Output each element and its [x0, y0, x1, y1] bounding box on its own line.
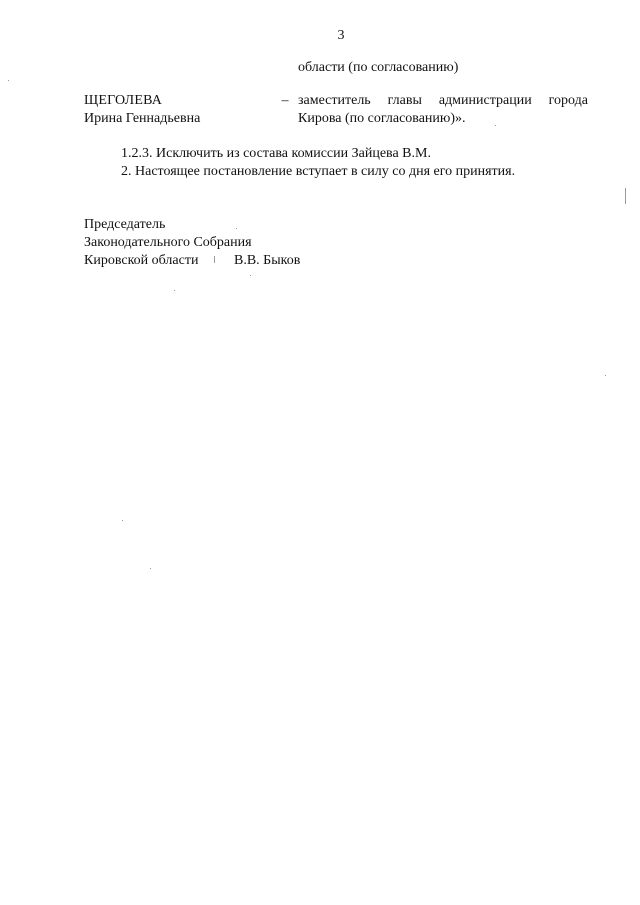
member-surname: ЩЕГОЛЕВА [84, 93, 163, 108]
member-role-line-2: Кирова (по согласованию)». [298, 111, 466, 126]
paragraph-exclude-member: 1.2.3. Исключить из состава комиссии Зайцева В.М. [121, 146, 431, 161]
scan-mark [8, 80, 9, 81]
scan-mark [236, 228, 237, 229]
signature-title-line-2: Законодательного Собрания [84, 235, 252, 250]
member-role-line-1: заместитель главы администрации города [298, 93, 588, 108]
signatory-name: В.В. Быков [234, 253, 301, 268]
scan-mark [250, 275, 251, 276]
signature-title-line-1: Председатель [84, 217, 166, 232]
scan-mark [605, 375, 606, 376]
page-number: 3 [337, 28, 345, 43]
signature-last-line [84, 252, 384, 270]
continuation-line: области (по согласованию) [298, 60, 459, 75]
scan-mark [495, 125, 496, 126]
paragraph-effective-date: 2. Настоящее постановление вступает в силу со дня его принятия. [121, 164, 516, 179]
member-given-names: Ирина Геннадьевна [84, 111, 201, 126]
scan-mark [214, 256, 215, 263]
scan-mark [122, 520, 123, 521]
scan-mark [625, 188, 626, 204]
scan-mark [174, 290, 175, 291]
member-name [84, 92, 274, 128]
member-role [298, 92, 588, 128]
scan-mark [150, 568, 151, 569]
commission-member-row [84, 92, 588, 132]
member-dash: – [281, 93, 289, 108]
signature-title-line-3: Кировской области [84, 253, 199, 268]
signature-block [84, 216, 384, 270]
